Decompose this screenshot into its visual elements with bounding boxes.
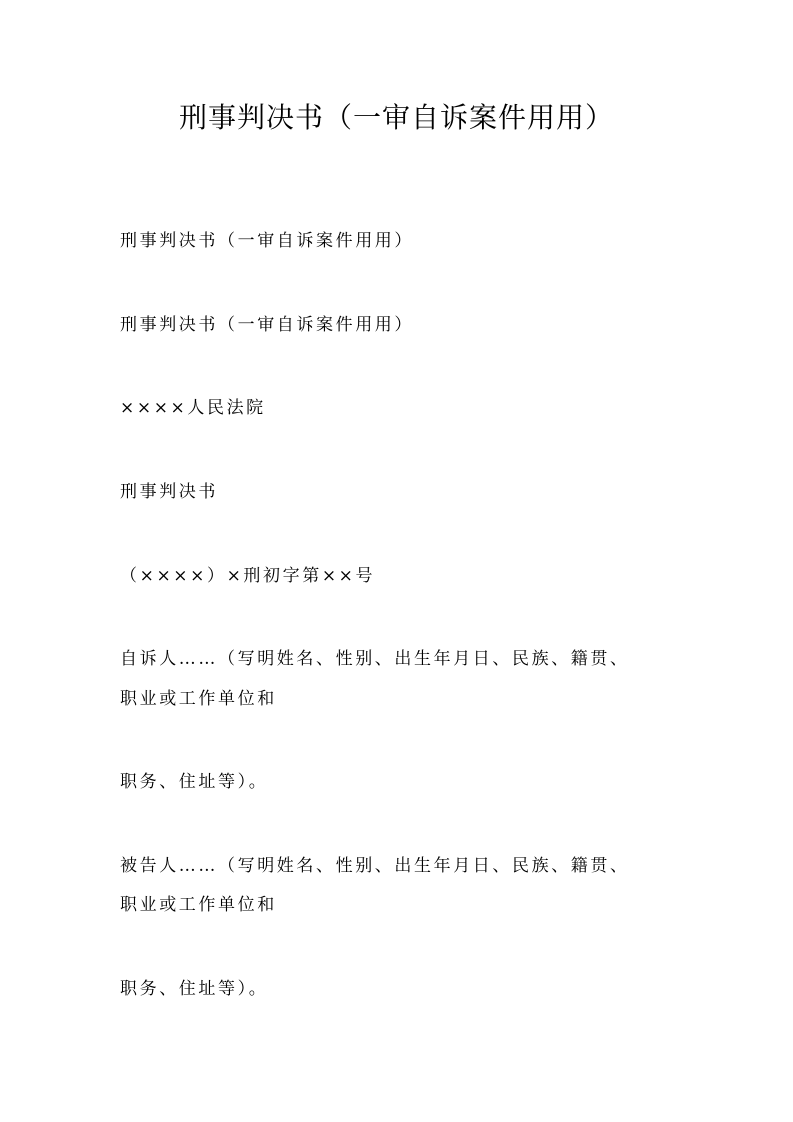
paragraph-heading-repeat-1: 刑事判决书（一审自诉案件用用） — [120, 231, 414, 251]
case-number: （××××）×刑初字第××号 — [120, 566, 376, 586]
document-title: 刑事判决书（一审自诉案件用用） — [178, 101, 614, 134]
private-prosecutor-line-2: 职业或工作单位和 — [120, 689, 277, 709]
private-prosecutor-line-1: 自诉人……（写明姓名、性别、出生年月日、民族、籍贯、 — [120, 649, 630, 669]
private-prosecutor-line-3: 职务、住址等）。 — [120, 772, 269, 792]
judgment-type: 刑事判决书 — [120, 482, 218, 502]
defendant-line-2: 职业或工作单位和 — [120, 895, 277, 915]
court-name: ××××人民法院 — [120, 398, 266, 418]
paragraph-heading-repeat-2: 刑事判决书（一审自诉案件用用） — [120, 315, 414, 335]
defendant-line-3: 职务、住址等）。 — [120, 979, 269, 999]
defendant-line-1: 被告人……（写明姓名、性别、出生年月日、民族、籍贯、 — [120, 856, 630, 876]
